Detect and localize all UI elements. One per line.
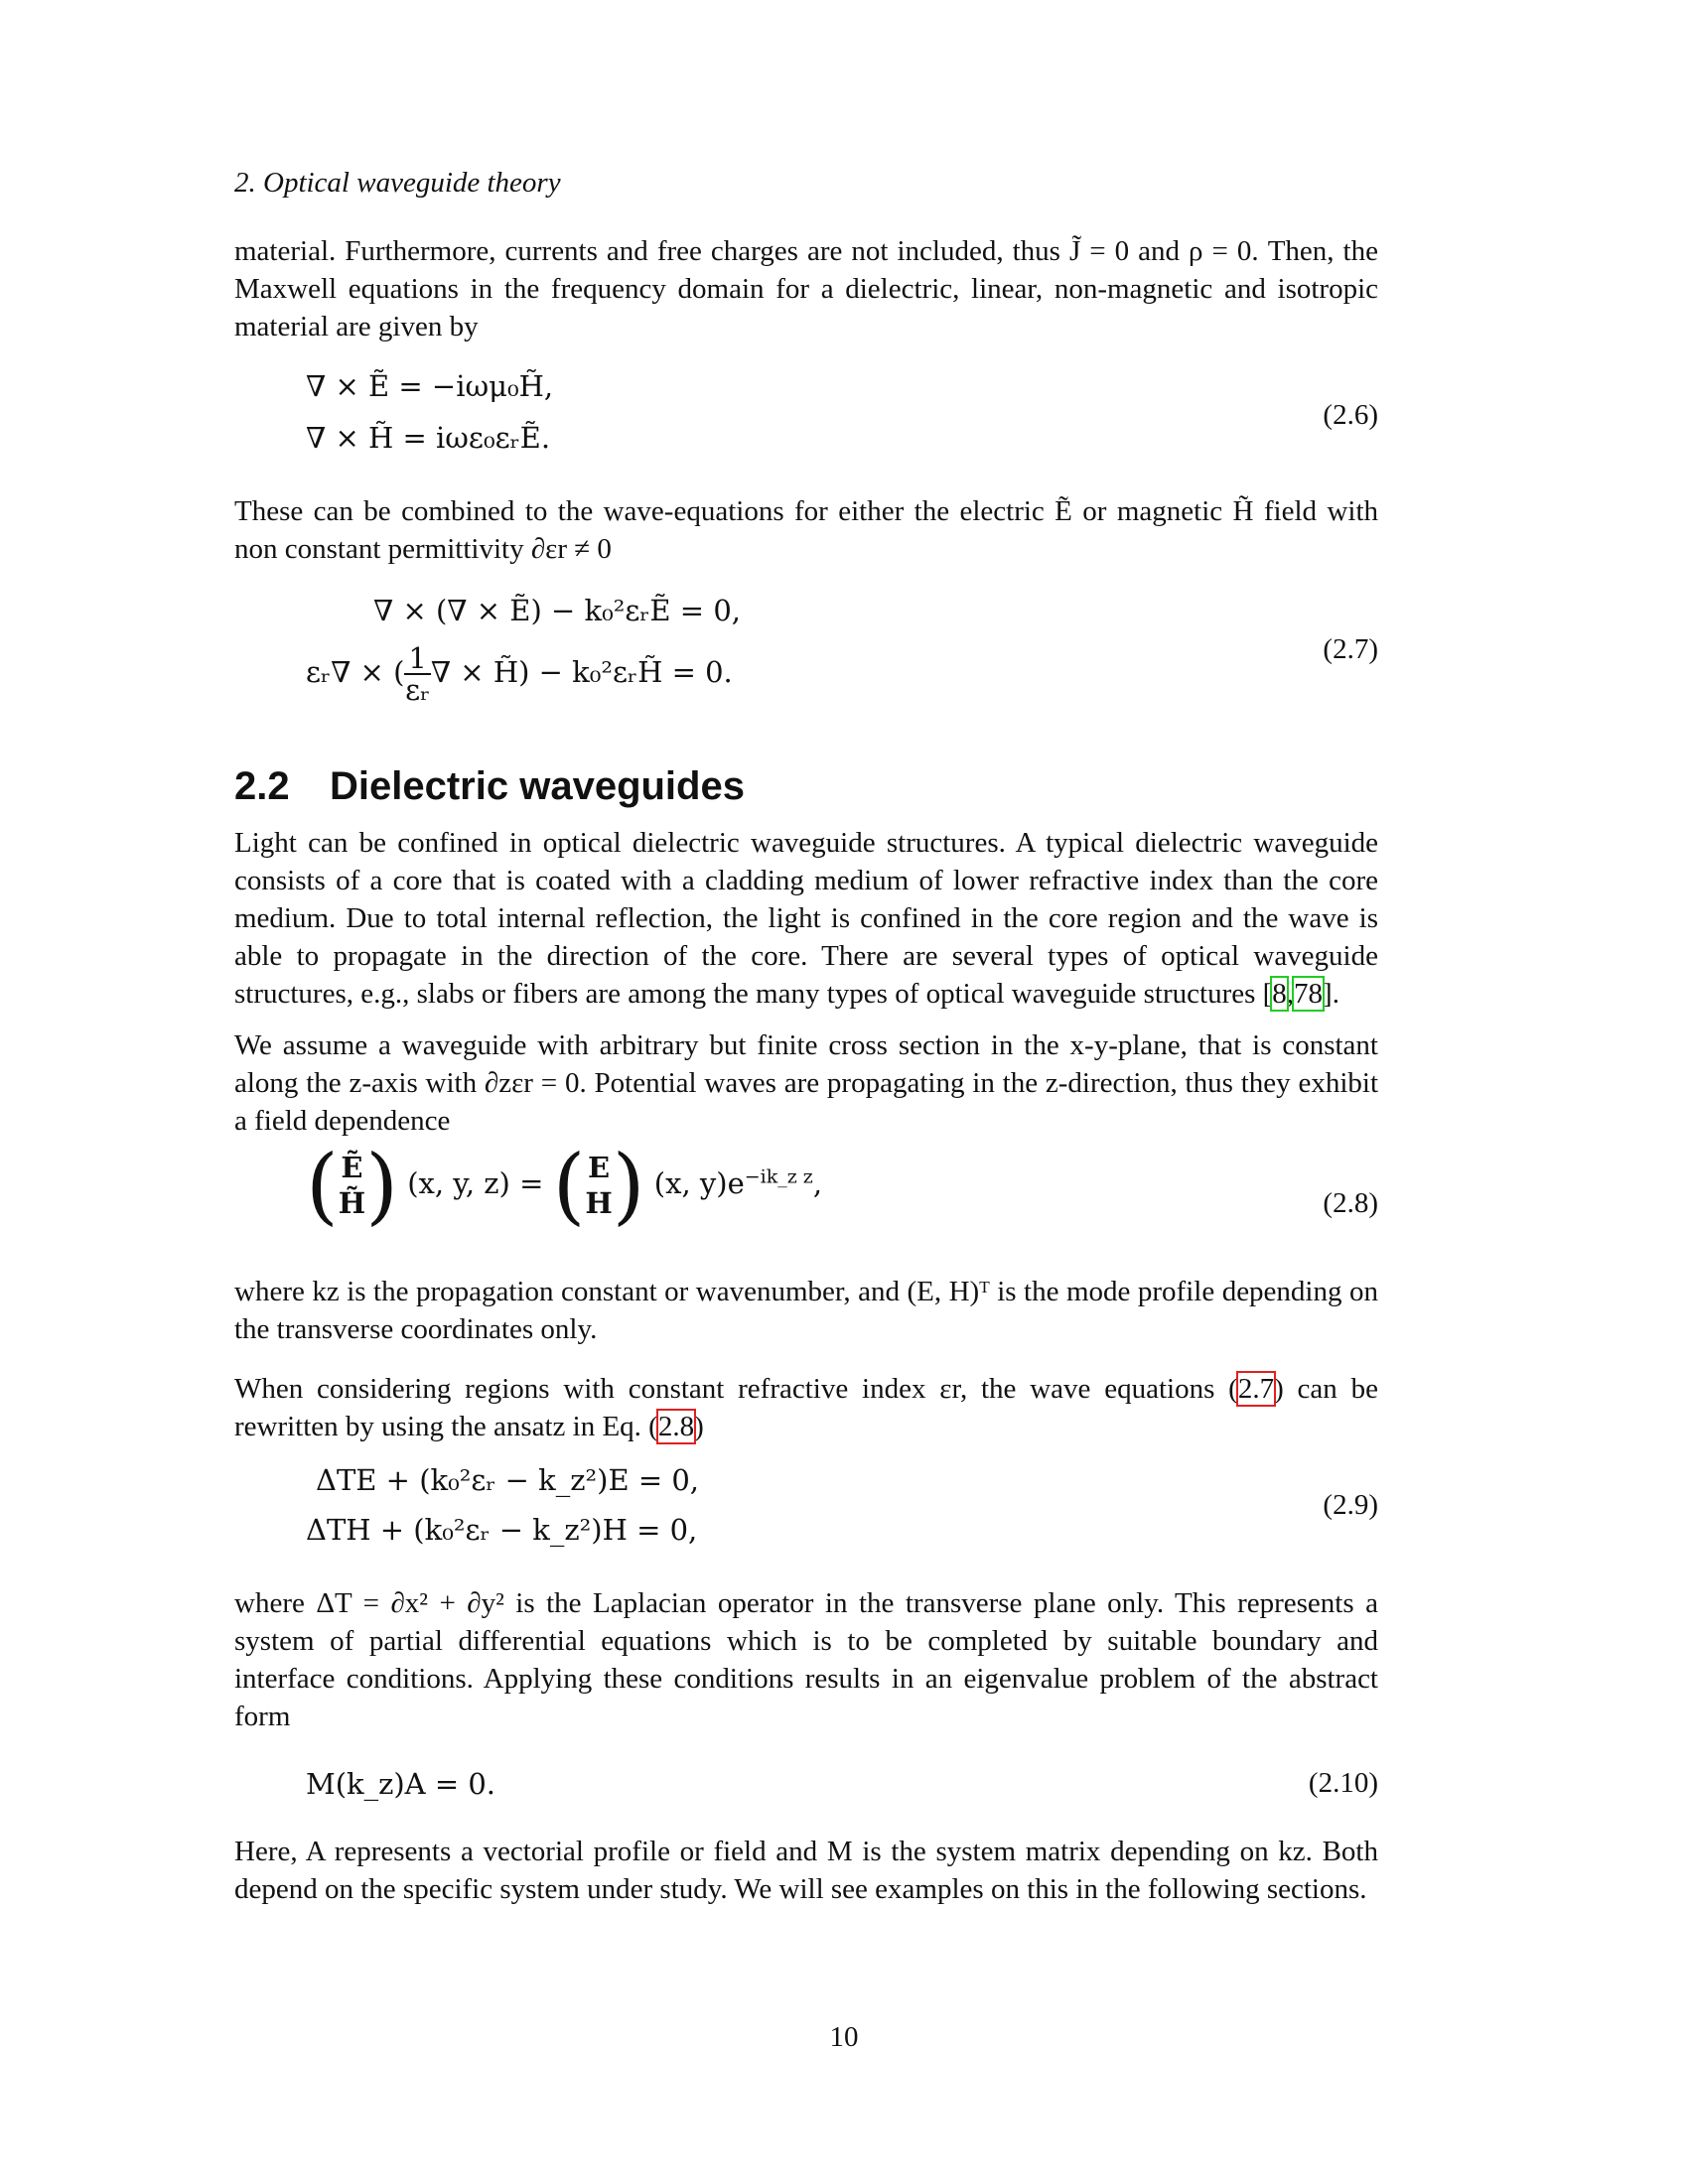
paragraph-4 bbox=[234, 1026, 1378, 1140]
equation-2-8 bbox=[234, 1137, 1378, 1259]
paragraph-1 bbox=[234, 232, 1378, 345]
paragraph-text: We assume a waveguide with arbitrary but finite cross section in the x-y-plane, that is constant along the z-axis with ∂zεr = 0. Potential waves are propagating in the z-direction, thus they exhibit a field dependence bbox=[234, 1029, 1378, 1137]
fraction-numerator: 1 bbox=[404, 643, 430, 675]
equation-number: (2.7) bbox=[1323, 633, 1378, 665]
fraction-denominator: εᵣ bbox=[405, 673, 431, 707]
equation-part: , bbox=[812, 1166, 823, 1200]
paragraph-text-run: When considering regions with constant refractive index εr, the wave equations ( bbox=[234, 1373, 1238, 1405]
equation-line bbox=[306, 1137, 823, 1234]
equation-part: εᵣ∇ × ( bbox=[306, 655, 405, 689]
vector-entry: E bbox=[588, 1151, 611, 1184]
paragraph-text-run: ) can be rewritten by using the ansatz in Eq. ( bbox=[234, 1373, 1378, 1442]
equation-number: (2.9) bbox=[1323, 1489, 1378, 1521]
running-head: 2. Optical waveguide theory bbox=[234, 167, 561, 199]
paragraph-text bbox=[234, 1370, 1378, 1445]
paragraph-text: material. Furthermore, currents and free charges are not included, thus J̃ = 0 and ρ = 0. Then, the Maxwell equations in the frequency domain for a dielectric, linear, non-magnetic and isotropic material are given by bbox=[234, 235, 1378, 342]
equation-line: ΔTE + (k₀²εᵣ − k_z²)E = 0, bbox=[316, 1463, 700, 1497]
page-number: 10 bbox=[829, 2021, 859, 2053]
equation-2-7 bbox=[234, 594, 1378, 723]
vector bbox=[339, 1150, 365, 1221]
equation-ref-link[interactable]: 2.8 bbox=[657, 1411, 695, 1442]
equation-line: ∇ × H̃ = iωε₀εᵣẼ. bbox=[306, 421, 551, 455]
equation-line: ∇ × (∇ × Ẽ) − k₀²εᵣẼ = 0, bbox=[373, 594, 741, 627]
equation-number: (2.6) bbox=[1323, 399, 1378, 431]
paragraph-text bbox=[234, 824, 1378, 1013]
equation-line: ΔTH + (k₀²εᵣ − k_z²)H = 0, bbox=[306, 1513, 698, 1547]
paragraph-text: where ΔT = ∂x² + ∂y² is the Laplacian operator in the transverse plane only. This represents a system of partial differential equations which is to be completed by suitable boundary and interface conditions. Applying these conditions results in an eigenvalue problem of the abstract form bbox=[234, 1587, 1378, 1732]
vector-entry: H bbox=[585, 1186, 613, 1220]
equation-part: (x, y)e bbox=[653, 1166, 745, 1200]
paragraph-2 bbox=[234, 492, 1378, 568]
paragraph-6 bbox=[234, 1370, 1378, 1445]
right-paren: ) bbox=[365, 1137, 398, 1234]
equation-line: M(k_z)A = 0. bbox=[306, 1767, 496, 1801]
section-heading bbox=[234, 764, 745, 809]
paragraph-5 bbox=[234, 1273, 1378, 1348]
equation-2-10 bbox=[234, 1767, 1378, 1811]
section-number: 2.2 bbox=[234, 764, 290, 808]
equation-number: (2.8) bbox=[1323, 1187, 1378, 1219]
equation-number: (2.10) bbox=[1308, 1767, 1378, 1799]
citation-close: ]. bbox=[1323, 978, 1339, 1010]
left-paren: ( bbox=[552, 1137, 586, 1234]
citation-link[interactable]: 8 bbox=[1272, 978, 1287, 1010]
equation-part: (x, y, z) = bbox=[407, 1166, 544, 1200]
vector-entry: H̃ bbox=[338, 1186, 366, 1220]
equation-ref-link[interactable]: 2.7 bbox=[1237, 1373, 1275, 1405]
equation-part: ∇ × H̃) − k₀²εᵣH̃ = 0. bbox=[430, 655, 733, 689]
section-title: Dielectric waveguides bbox=[330, 764, 745, 808]
citation-link[interactable]: 78 bbox=[1294, 978, 1324, 1010]
equation-2-9 bbox=[234, 1463, 1378, 1563]
paragraph-text-run: Light can be confined in optical dielectric waveguide structures. A typical dielectric waveguide consists of a core that is coated with a cladding medium of lower refractive index than the core medium. Due to total internal reflection, the light is confined in the core region and the wave is able to propagate in the direction of the core. There are several types of optical waveguide structures, e.g., slabs or fibers are among the many types of optical waveguide structures [ bbox=[234, 827, 1378, 1010]
paragraph-text: Here, A represents a vectorial profile or field and M is the system matrix depending on kz. Both depend on the specific system under study. We will see examples on this in the following sections. bbox=[234, 1836, 1378, 1905]
equation-line: ∇ × Ẽ = −iωμ₀H̃, bbox=[306, 369, 554, 403]
fraction bbox=[404, 643, 430, 705]
paragraph-text: where kz is the propagation constant or wavenumber, and (E, H)ᵀ is the mode profile depending on the transverse coordinates only. bbox=[234, 1276, 1378, 1345]
exponent: −ik_z z bbox=[744, 1165, 813, 1188]
paragraph-text: These can be combined to the wave-equations for either the electric Ẽ or magnetic H̃ field with non constant permittivity ∂εr ≠ 0 bbox=[234, 495, 1378, 565]
right-paren: ) bbox=[612, 1137, 645, 1234]
vector-entry: Ẽ bbox=[341, 1151, 363, 1184]
paragraph-8 bbox=[234, 1833, 1378, 1908]
equation-line bbox=[306, 643, 733, 705]
left-paren: ( bbox=[306, 1137, 339, 1234]
vector bbox=[585, 1150, 612, 1221]
paragraph-3 bbox=[234, 824, 1378, 1013]
citation-separator: , bbox=[1286, 978, 1295, 1010]
equation-2-6 bbox=[234, 369, 1378, 469]
paragraph-text-run: ) bbox=[694, 1411, 704, 1442]
paragraph-7 bbox=[234, 1584, 1378, 1735]
